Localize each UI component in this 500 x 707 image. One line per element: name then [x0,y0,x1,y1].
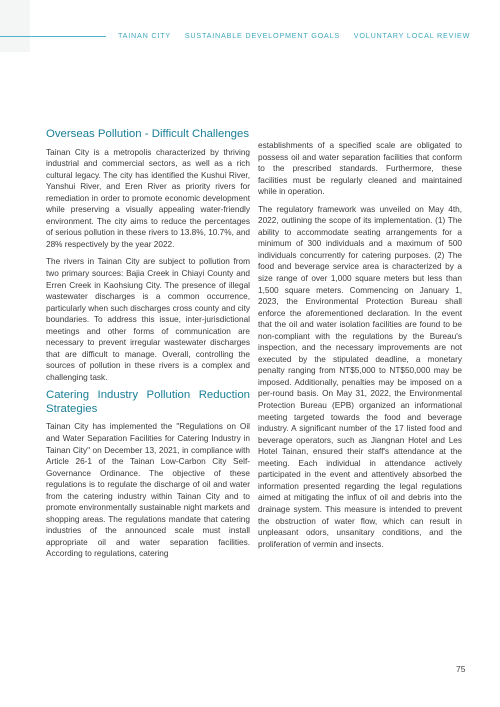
header-sdg: SUSTAINABLE DEVELOPMENT GOALS [184,31,340,40]
paragraph: The rivers in Tainan City are subject to pollution from two primary sources: Bajia Creek in Chiayi County and Erren Creek in Kaohsiung City. The presence of illegal wastewater discharges is a common occurrence, particularly when such discharges cross county and city boundaries. To address this issue, inter-jurisdictional meetings and other forms of communication are necessary to prevent irregular wastewater discharges that are difficult to manage. Overall, controlling the sources of pollution in these rivers is a complex and challenging task. [46,257,250,382]
header-vlr: VOLUNTARY LOCAL REVIEW [353,31,471,40]
header-rule [0,36,106,37]
paragraph: Tainan City has implemented the "Regulations on Oil and Water Separation Facilities for Catering Industry in Tainan City" on December 13, 2021, in compliance with Article 26-1 of the Tainan Low-Carbon City Self-Governance Ordinance. The objective of these regulations is to regulate the discharge of oil and water from the catering industry within Tainan City and to promote environmentally sustainable night markets and shopping areas. The regulations mandate that catering industries of the announced scale must install appropriate oil and water separation facilities. According to regulations, catering [46,422,250,559]
paragraph: The regulatory framework was unveiled on May 4th, 2022, outlining the scope of its implementation. (1) The ability to accommodate seating arrangements for a minimum of 300 individuals and a maximum of 500 individuals concurrently for catering purposes. (2) The food and beverage service area is characterized by a size range of over 1,000 square meters but less than 1,500 square meters. Commencing on January 1, 2023, the Environmental Protection Bureau shall enforce the aforementioned declaration. In the event that the oil and water isolation facilities are found to be non-compliant with the regulations by the Bureau's inspection, and the necessary improvements are not executed by the stipulated deadline, a monetary penalty ranging from NT$5,000 to NT$50,000 may be imposed. Additionally, penalties may be imposed on a per-round basis. On May 31, 2022, the Environmental Protection Bureau (EPB) organized an informational meeting targeted towards the food and beverage industry. A significant number of the 17 listed food and beverage operators, such as Jiangnan Hotel and Les Hotel Tainan, ensured their staff's attendance at the meeting. Each individual in attendance actively participated in the event and attentively absorbed the information presented regarding the legal regulations aimed at mitigating the influx of oil and debris into the drainage system. This measure is intended to prevent the obstruction of water flow, which can result in unpleasant odors, unsanitary conditions, and the proliferation of vermin and insects. [258,204,462,549]
section-heading-catering-strategies: Catering Industry Pollution Reduction Strategies [46,389,250,415]
running-header [118,31,490,40]
page-number: 75 [456,664,466,674]
header-city: TAINAN CITY [118,31,171,40]
paragraph: Tainan City is a metropolis characterized by thriving industrial and commercial sectors, as well as a rich cultural legacy. The city has identified the Kushui River, Yanshui River, and Eren River as priority rivers for remediation in order to promote economic development while preserving a visually appealing water-friendly environment. The city aims to reduce the percentages of serious pollution in these rivers to 13.8%, 10.7%, and 28% respectively by the year 2022. [46,147,250,249]
left-column [46,128,250,566]
corner-tab-decoration [0,0,30,52]
right-column [258,140,462,556]
section-heading-overseas-pollution: Overseas Pollution - Difficult Challenges [46,128,250,140]
paragraph: establishments of a specified scale are obligated to possess oil and water separation facilities that conform to the prescribed standards. Furthermore, these facilities must be regularly cleaned and maintained while in operation. [258,141,462,197]
